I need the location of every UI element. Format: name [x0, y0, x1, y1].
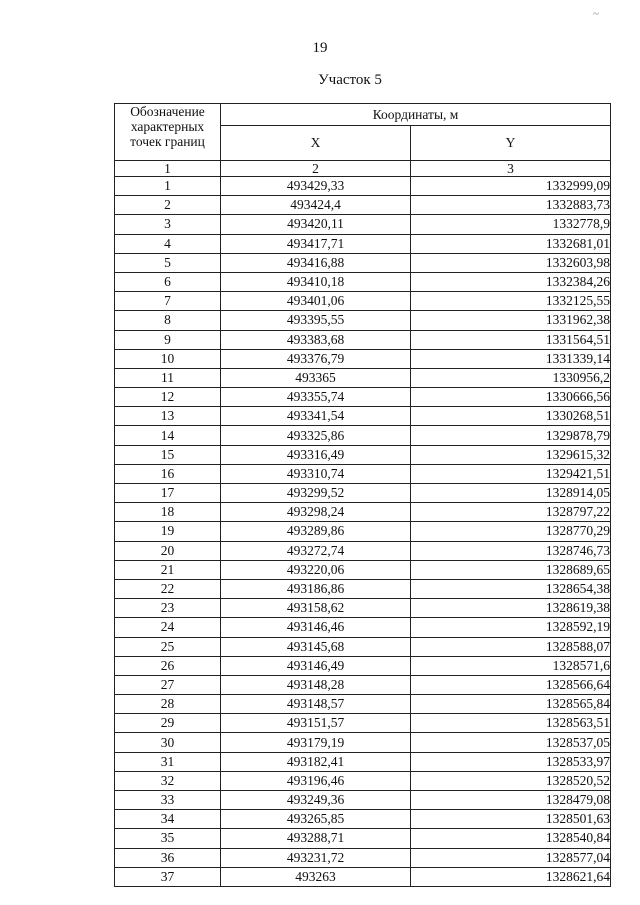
- y-coordinate-cell: 1328533,97: [411, 752, 611, 771]
- point-id-cell: 4: [115, 234, 221, 253]
- table-row: [115, 867, 611, 886]
- x-coordinate-cell: 493341,54: [221, 407, 411, 426]
- point-id-cell: 21: [115, 560, 221, 579]
- table-row: [115, 579, 611, 598]
- designation-header: Обозначение характерных точек границ: [115, 104, 221, 161]
- y-coordinate-cell: 1328654,38: [411, 579, 611, 598]
- x-coordinate-cell: 493316,49: [221, 445, 411, 464]
- point-id-cell: 12: [115, 388, 221, 407]
- table-row: [115, 253, 611, 272]
- table-row: [115, 637, 611, 656]
- table-row: [115, 618, 611, 637]
- y-coordinate-cell: 1328565,84: [411, 695, 611, 714]
- y-coordinate-cell: 1331962,38: [411, 311, 611, 330]
- table-row: [115, 791, 611, 810]
- x-coordinate-cell: 493365: [221, 368, 411, 387]
- y-coordinate-cell: 1328746,73: [411, 541, 611, 560]
- point-id-cell: 9: [115, 330, 221, 349]
- point-id-cell: 24: [115, 618, 221, 637]
- y-coordinate-cell: 1332778,9: [411, 215, 611, 234]
- y-coordinate-cell: 1328566,64: [411, 675, 611, 694]
- x-coordinate-cell: 493298,24: [221, 503, 411, 522]
- table-row: [115, 330, 611, 349]
- table-row: [115, 311, 611, 330]
- y-coordinate-cell: 1328537,05: [411, 733, 611, 752]
- y-coordinate-cell: 1330666,56: [411, 388, 611, 407]
- y-coordinate-cell: 1330268,51: [411, 407, 611, 426]
- x-coordinate-cell: 493288,71: [221, 829, 411, 848]
- point-id-cell: 37: [115, 867, 221, 886]
- point-id-cell: 11: [115, 368, 221, 387]
- x-coordinate-cell: 493148,57: [221, 695, 411, 714]
- point-id-cell: 5: [115, 253, 221, 272]
- table-row: [115, 484, 611, 503]
- table-row: [115, 810, 611, 829]
- y-coordinate-cell: 1329615,32: [411, 445, 611, 464]
- x-coordinate-cell: 493299,52: [221, 484, 411, 503]
- y-coordinate-cell: 1332603,98: [411, 253, 611, 272]
- x-coordinate-cell: 493231,72: [221, 848, 411, 867]
- table-row: [115, 714, 611, 733]
- x-coordinate-cell: 493272,74: [221, 541, 411, 560]
- x-coordinate-cell: 493263: [221, 867, 411, 886]
- y-coordinate-cell: 1328914,05: [411, 484, 611, 503]
- point-id-cell: 16: [115, 464, 221, 483]
- page-number: 19: [312, 40, 328, 56]
- table-row: [115, 234, 611, 253]
- table-row: [115, 733, 611, 752]
- y-coordinate-cell: 1332681,01: [411, 234, 611, 253]
- y-coordinate-cell: 1330956,2: [411, 368, 611, 387]
- y-coordinate-cell: 1328797,22: [411, 503, 611, 522]
- x-header: X: [221, 126, 411, 161]
- x-coordinate-cell: 493376,79: [221, 349, 411, 368]
- point-id-cell: 26: [115, 656, 221, 675]
- y-coordinate-cell: 1331339,14: [411, 349, 611, 368]
- table-row: [115, 695, 611, 714]
- y-coordinate-cell: 1328563,51: [411, 714, 611, 733]
- table-row: [115, 752, 611, 771]
- point-id-cell: 2: [115, 196, 221, 215]
- x-coordinate-cell: 493401,06: [221, 292, 411, 311]
- x-coordinate-cell: 493145,68: [221, 637, 411, 656]
- point-id-cell: 34: [115, 810, 221, 829]
- table-row: [115, 503, 611, 522]
- point-id-cell: 31: [115, 752, 221, 771]
- point-id-cell: 29: [115, 714, 221, 733]
- table-body: [115, 177, 611, 887]
- column-number-row: [115, 161, 611, 177]
- table-row: [115, 292, 611, 311]
- x-coordinate-cell: 493265,85: [221, 810, 411, 829]
- table-row: [115, 196, 611, 215]
- y-coordinate-cell: 1328619,38: [411, 599, 611, 618]
- table-row: [115, 368, 611, 387]
- x-coordinate-cell: 493182,41: [221, 752, 411, 771]
- point-id-cell: 25: [115, 637, 221, 656]
- point-id-cell: 6: [115, 272, 221, 291]
- x-coordinate-cell: 493151,57: [221, 714, 411, 733]
- column-number: 2: [221, 161, 411, 177]
- table-row: [115, 656, 611, 675]
- y-coordinate-cell: 1332384,26: [411, 272, 611, 291]
- table-row: [115, 541, 611, 560]
- x-coordinate-cell: 493420,11: [221, 215, 411, 234]
- x-coordinate-cell: 493146,46: [221, 618, 411, 637]
- point-id-cell: 36: [115, 848, 221, 867]
- table-row: [115, 177, 611, 196]
- point-id-cell: 10: [115, 349, 221, 368]
- point-id-cell: 20: [115, 541, 221, 560]
- x-coordinate-cell: 493249,36: [221, 791, 411, 810]
- point-id-cell: 35: [115, 829, 221, 848]
- x-coordinate-cell: 493355,74: [221, 388, 411, 407]
- corner-mark: ~: [593, 8, 599, 20]
- table-row: [115, 560, 611, 579]
- y-coordinate-cell: 1328621,64: [411, 867, 611, 886]
- point-id-cell: 23: [115, 599, 221, 618]
- point-id-cell: 27: [115, 675, 221, 694]
- point-id-cell: 13: [115, 407, 221, 426]
- point-id-cell: 32: [115, 771, 221, 790]
- x-coordinate-cell: 493158,62: [221, 599, 411, 618]
- point-id-cell: 3: [115, 215, 221, 234]
- x-coordinate-cell: 493429,33: [221, 177, 411, 196]
- table-row: [115, 407, 611, 426]
- point-id-cell: 30: [115, 733, 221, 752]
- x-coordinate-cell: 493148,28: [221, 675, 411, 694]
- point-id-cell: 33: [115, 791, 221, 810]
- table-row: [115, 599, 611, 618]
- y-coordinate-cell: 1328592,19: [411, 618, 611, 637]
- table-row: [115, 675, 611, 694]
- x-coordinate-cell: 493146,49: [221, 656, 411, 675]
- table-row: [115, 445, 611, 464]
- y-coordinate-cell: 1328588,07: [411, 637, 611, 656]
- coordinates-header: Координаты, м: [221, 104, 611, 126]
- y-coordinate-cell: 1331564,51: [411, 330, 611, 349]
- y-coordinate-cell: 1328689,65: [411, 560, 611, 579]
- y-coordinate-cell: 1332125,55: [411, 292, 611, 311]
- table-row: [115, 848, 611, 867]
- y-coordinate-cell: 1328479,08: [411, 791, 611, 810]
- point-id-cell: 7: [115, 292, 221, 311]
- x-coordinate-cell: 493416,88: [221, 253, 411, 272]
- y-coordinate-cell: 1329421,51: [411, 464, 611, 483]
- point-id-cell: 19: [115, 522, 221, 541]
- y-coordinate-cell: 1332883,73: [411, 196, 611, 215]
- section-title: Участок 5: [318, 72, 382, 88]
- table-row: [115, 388, 611, 407]
- point-id-cell: 22: [115, 579, 221, 598]
- point-id-cell: 17: [115, 484, 221, 503]
- table-row: [115, 522, 611, 541]
- y-coordinate-cell: 1328571,6: [411, 656, 611, 675]
- table-row: [115, 215, 611, 234]
- point-id-cell: 28: [115, 695, 221, 714]
- y-coordinate-cell: 1329878,79: [411, 426, 611, 445]
- point-id-cell: 1: [115, 177, 221, 196]
- x-coordinate-cell: 493410,18: [221, 272, 411, 291]
- y-coordinate-cell: 1328520,52: [411, 771, 611, 790]
- y-coordinate-cell: 1332999,09: [411, 177, 611, 196]
- y-coordinate-cell: 1328577,04: [411, 848, 611, 867]
- table-row: [115, 771, 611, 790]
- x-coordinate-cell: 493310,74: [221, 464, 411, 483]
- column-number: 1: [115, 161, 221, 177]
- point-id-cell: 18: [115, 503, 221, 522]
- table-row: [115, 464, 611, 483]
- point-id-cell: 15: [115, 445, 221, 464]
- table-row: [115, 349, 611, 368]
- x-coordinate-cell: 493424,4: [221, 196, 411, 215]
- x-coordinate-cell: 493196,46: [221, 771, 411, 790]
- point-id-cell: 8: [115, 311, 221, 330]
- y-coordinate-cell: 1328501,63: [411, 810, 611, 829]
- x-coordinate-cell: 493395,55: [221, 311, 411, 330]
- x-coordinate-cell: 493289,86: [221, 522, 411, 541]
- y-coordinate-cell: 1328770,29: [411, 522, 611, 541]
- column-number: 3: [411, 161, 611, 177]
- coordinates-table: [114, 103, 611, 887]
- x-coordinate-cell: 493383,68: [221, 330, 411, 349]
- x-coordinate-cell: 493325,86: [221, 426, 411, 445]
- y-coordinate-cell: 1328540,84: [411, 829, 611, 848]
- x-coordinate-cell: 493186,86: [221, 579, 411, 598]
- point-id-cell: 14: [115, 426, 221, 445]
- x-coordinate-cell: 493179,19: [221, 733, 411, 752]
- x-coordinate-cell: 493220,06: [221, 560, 411, 579]
- table-row: [115, 829, 611, 848]
- table-row: [115, 272, 611, 291]
- y-header: Y: [411, 126, 611, 161]
- table-row: [115, 426, 611, 445]
- x-coordinate-cell: 493417,71: [221, 234, 411, 253]
